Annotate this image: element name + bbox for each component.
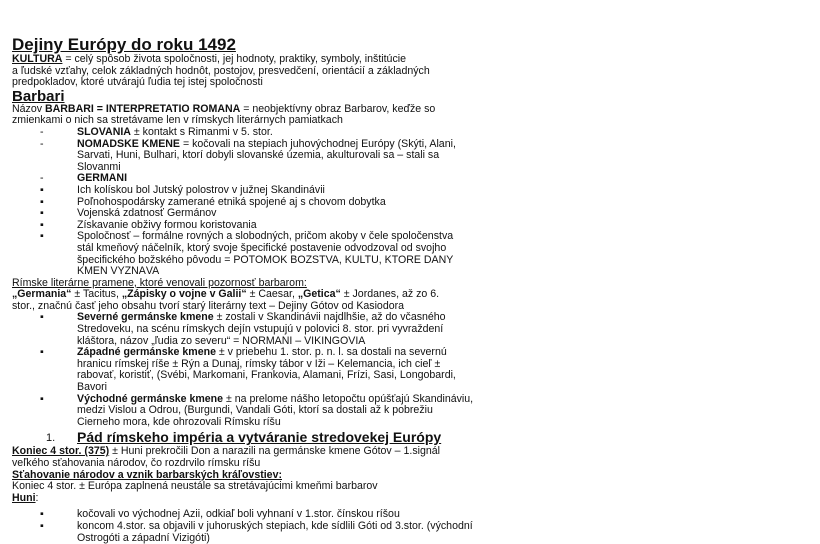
barbari-bullet-icon: ▪ [40,196,44,208]
bullet-icon: ▪ [40,347,44,359]
germanic-group-continuation: kláštora, názov „ľudia zo severu“ = NORMANI – VIKINGOVIA [77,335,366,347]
huni-item-text: kočovali vo východnej Ázii, odkiaľ boli vyhnaní v 1.stor. čínskou ríšou [77,509,400,521]
germanic-groups-list [12,312,806,428]
koniec-line: Koniec 4 stor. (375) ± Huni prekročili Don a narazili na germánske kmene Gótov – 1.signál [12,446,441,458]
barbari-continuation: KMEŇ VYZNÁVA [77,266,160,278]
barbari-item-term: SLOVANIA [77,126,131,138]
barbari-item [12,220,806,232]
germanic-group-continuation: Stredoveku, na scénu rímskych dejín vstupujú v polovici 8. stor. pri vyvraždení [77,324,444,336]
stahovanie-line: Koniec 4 stor. ± Európa zaplnená neustále sa stretávajúcimi kmeňmi barbarov [12,481,378,493]
barbari-item [12,231,806,243]
germanic-group-continuation: Bavori [77,382,108,394]
barbari-bullet-icon: ▪ [40,231,44,243]
kultura-line-2: a ľudské vzťahy, celok základných hodnôt, postojov, presvedčení, orientácií a základných [12,65,430,77]
germanic-group-continuation: rabovať, koristiť, (Svébi, Markomani, Frankovia, Alamani, Frízi, Sasi, Longobardi, [77,370,456,382]
huni-item [12,509,806,521]
barbari-item-text: Spoločnosť – formálne rovných a slobodných, pričom akoby v čele spoločenstva [77,231,454,243]
barbari-item-text: Ich kolískou bol Jutský polostrov v južnej Škandinávii [77,184,325,196]
huni-continuation: Ostrogóti a západní Vizigóti) [77,532,210,544]
barbari-intro: Názov BARBARI = INTERPRETATIO ROMANA = neobjektívny obraz Barbarov, keďže so [12,103,436,115]
germanic-group-name: Severné germánske kmene [77,312,214,324]
pramene-line-2: stor., značnú časť jeho obsahu tvorí starý literárny text – Dejiny Gótov od Kasiodora [12,300,405,312]
pramene-sources-line [12,289,806,301]
source-author: ± Tacitus, [71,289,122,301]
source-author: ± Caesar, [246,289,298,301]
barbari-bullet-icon: ▪ [40,208,44,220]
source-title: „Zápisky o vojne v Galii“ [121,289,247,301]
koniec-line-2: veľkého sťahovania národov, čo rozdrvilo rímsku ríšu [12,458,261,469]
pramene-heading: Rímske literárne pramene, ktoré venovali pozornosť barbarom: [12,277,307,289]
huni-item-text: koncom 4.stor. sa objavili v juhoruských stepiach, kde sídlili Góti od 3.stor. (východní [77,520,473,532]
germanic-group-text: ± v priebehu 1. stor. p. n. l. sa dostali na severnú [215,347,447,359]
document-title: Dejiny Európy do roku 1492 [12,35,236,54]
barbari-item [12,139,806,151]
barbari-item-text: Získavanie obživy formou koristovania [77,219,257,231]
barbari-item-text: Poľnohospodársky zamerané etniká spojené aj s chovom dobytka [77,196,386,208]
germanic-group-name: Západné germánske kmene [77,347,216,359]
source-title: „Germania“ [12,289,72,301]
huni-bullet-icon: ▪ [40,509,44,521]
barbari-item [12,173,806,185]
germanic-group-item [12,312,806,324]
barbari-continuation: Slovanmi [77,161,121,173]
barbari-item-term: GERMÁNI [77,173,128,185]
germanic-group-continuation: medzi Vislou a Odrou, (Burgundi, Vandali Góti, ktorí sa dostali až k pobrežiu [77,405,433,417]
barbari-list [12,127,806,278]
barbari-item [12,208,806,220]
germanic-group-name: Východné germánske kmene [77,393,224,405]
barbari-item [12,127,806,139]
barbari-bullet-icon: - [40,126,44,138]
barbari-item-text: Vojenská zdatnosť Germánov [77,208,217,220]
barbari-bullet-icon: - [40,138,44,150]
barbari-bullet-icon: - [40,173,44,185]
germanic-group-text: ± na prelome nášho letopočtu opúšťajú Škandináviu, [223,393,474,405]
source-title: „Getica“ [297,289,341,301]
stahovanie-heading: Sťahovanie národov a vznik barbarských kráľovstiev: [12,469,282,481]
germanic-group-item [12,347,806,359]
bullet-icon: ▪ [40,393,44,405]
barbari-item-term: NOMÁDSKE KMENE [77,138,180,150]
kultura-line-3: predpokladov, ktoré utvárajú ľudia tej istej spoločnosti [12,77,263,89]
barbari-item [12,197,806,209]
huni-label: Huni: [12,492,39,504]
barbari-continuation: špecifického božského pôvodu = POTOMOK BOŽSTVA, KULTU, KTORÉ DANÝ [77,254,454,266]
source-author: ± Jordanes, až zo 6. [340,289,440,301]
barbari-continuation: stál kmeňový náčelník, ktorý svoje špecifické postavenie odvodzoval od svojho [77,242,447,254]
germanic-group-item [12,394,806,406]
barbari-continuation: Sarvati, Huni, Bulhari, ktorí dobyli slovanské územia, akulturovali sa – stali sa [77,150,440,162]
huni-item [12,521,806,533]
section-number: 1. [46,432,56,445]
huni-bullet-icon: ▪ [40,520,44,532]
barbari-item-text: = kočovali na stepiach juhovýchodnej Európy (Skýti, Alani, [180,138,456,150]
barbari-bullet-icon: ▪ [40,184,44,196]
barbari-item [12,185,806,197]
kultura-definition: KULTÚRA = celý spôsob života spoločnosti, jej hodnoty, praktiky, symboly, inštitúcie [12,54,406,65]
germanic-group-continuation: hranicu rímskej ríše ± Rýn a Dunaj, rímsky tábor v Iži – Kelemancia, ich cieľ ± [77,358,441,370]
section-1-heading: 1. Pád rímskeho impéria a vytváranie stredovekej Európy [46,429,442,446]
huni-list [12,509,806,544]
barbari-item-text: ± kontakt s Rimanmi v 5. stor. [130,126,273,138]
germanic-group-continuation: Čierneho mora, kde ohrozovali Rímsku ríšu [77,416,281,428]
bullet-icon: ▪ [40,312,44,324]
barbari-intro-line-2: zmienkami o nich sa stretávame len v rímskych literárnych pamiatkach [12,115,343,127]
germanic-group-text: ± zostali v Škandinávii najdlhšie, až do včasného [213,312,446,324]
kultura-term: KULTÚRA [12,54,63,65]
barbari-heading: Barbari [12,87,65,105]
barbari-bullet-icon: ▪ [40,219,44,231]
